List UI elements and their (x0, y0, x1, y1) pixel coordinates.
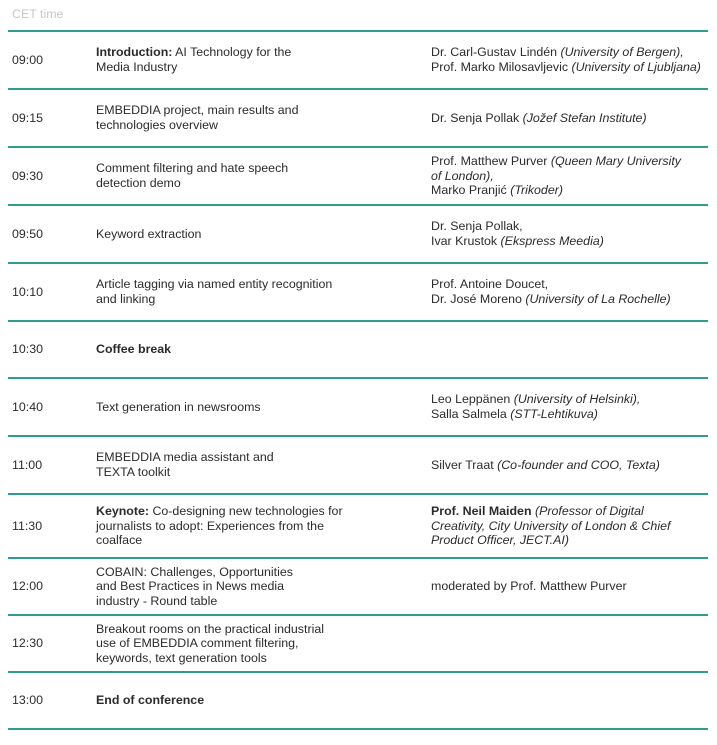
session-speakers: Dr. Carl-Gustav Lindén (University of Bergen), Prof. Marko Milosavljevic (University of Ljubljana) (431, 45, 701, 74)
session-title: EMBEDDIA project, main results and technologies overview (96, 103, 299, 132)
session-title: Comment filtering and hate speech detection demo (96, 161, 289, 190)
session-title: Text generation in newsrooms (96, 399, 261, 414)
table-row (8, 559, 708, 616)
session-time: 10:40 (12, 399, 44, 414)
session-speakers: Dr. Senja Pollak (Jožef Stefan Institute) (431, 110, 647, 125)
session-time: 12:00 (12, 579, 44, 594)
session-speakers: Leo Leppänen (University of Helsinki), Salla Salmela (STT-Lehtikuva) (431, 392, 641, 421)
session-time: 11:30 (12, 518, 43, 533)
table-row (8, 206, 708, 264)
session-title: Keynote: Co-designing new technologies for journalists to adopt: Experiences from the coalface (96, 504, 343, 548)
session-time: 09:15 (12, 110, 44, 125)
session-title: Coffee break (96, 342, 172, 357)
table-row (8, 90, 708, 148)
session-title: Article tagging via named entity recognition and linking (96, 277, 333, 306)
session-time: 13:00 (12, 693, 44, 708)
session-time: 09:00 (12, 52, 44, 67)
table-row (8, 673, 708, 730)
timezone-label: CET time (12, 7, 64, 21)
session-time: 09:30 (12, 168, 44, 183)
session-title: Introduction: AI Technology for the Media Industry (96, 45, 292, 74)
session-speakers: Silver Traat (Co-founder and COO, Texta) (431, 457, 660, 472)
session-time: 10:10 (12, 284, 44, 299)
session-speakers: Prof. Neil Maiden (Professor of Digital Creativity, City University of London & Chief Product Officer, JECT.AI) (431, 504, 671, 548)
table-row (8, 616, 708, 673)
table-row (8, 264, 708, 322)
table-row (8, 437, 708, 495)
session-speakers: moderated by Prof. Matthew Purver (431, 579, 627, 594)
table-row (8, 495, 708, 559)
session-title: End of conference (96, 693, 205, 708)
table-row (8, 148, 708, 206)
session-time: 11:00 (12, 457, 43, 472)
session-time: 09:50 (12, 226, 44, 241)
session-speakers: Prof. Antoine Doucet, Dr. José Moreno (University of La Rochelle) (431, 277, 671, 306)
session-title: COBAIN: Challenges, Opportunities and Best Practices in News media industry - Round table (96, 564, 293, 608)
session-speakers: Dr. Senja Pollak, Ivar Krustok (Ekspress Meedia) (431, 219, 604, 248)
agenda-table (8, 30, 708, 730)
table-row (8, 379, 708, 437)
session-title: Keyword extraction (96, 226, 202, 241)
table-row (8, 322, 708, 379)
session-time: 10:30 (12, 342, 44, 357)
session-title: Breakout rooms on the practical industrial use of EMBEDDIA comment filtering, keywords, text generation tools (96, 621, 324, 665)
table-row (8, 32, 708, 90)
session-time: 12:30 (12, 636, 44, 651)
session-speakers: Prof. Matthew Purver (Queen Mary University of London), Marko Pranjić (Trikoder) (431, 154, 681, 198)
session-title: EMBEDDIA media assistant and TEXTA toolkit (96, 450, 274, 479)
